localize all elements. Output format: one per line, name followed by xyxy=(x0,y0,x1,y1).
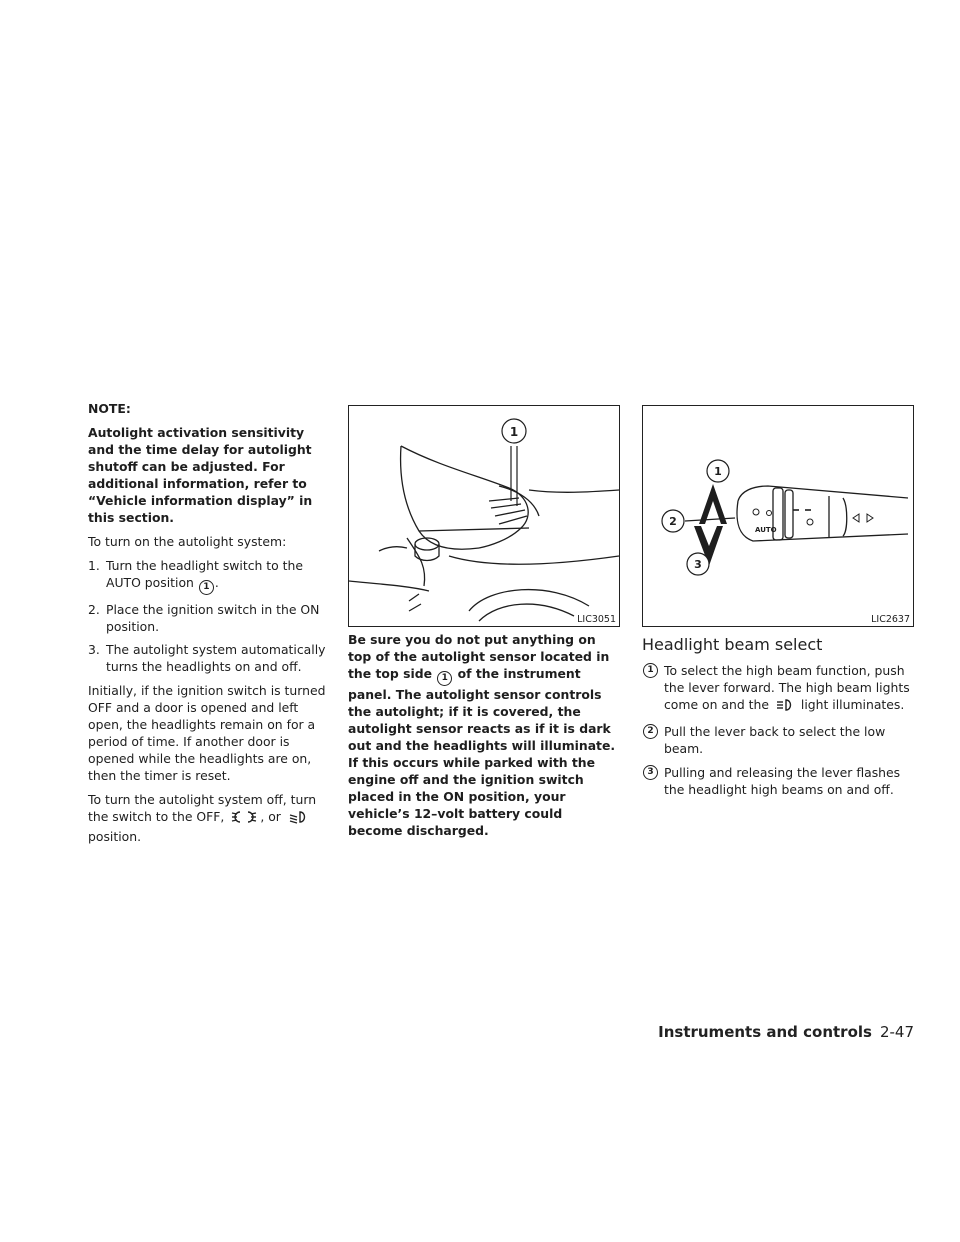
sensor-warning: Be sure you do not put anything on top of the autolight sensor located in the top side 1 of the instrument panel. The autolight sensor controls the autolight; if it is covered, the autolight sensor reacts as if it is dark out and the headlights will illuminate. If this occurs while parked with the engine off and the ignition switch placed in the ON position, your vehicle’s 12–volt battery could become discharged. xyxy=(348,632,616,838)
turnoff-paragraph: To turn the autolight system off, turn the switch to the OFF, , or position. xyxy=(88,792,317,844)
right-column xyxy=(642,405,914,805)
section-title: Headlight beam select xyxy=(642,635,823,654)
list-item: 2 Pull the lever back to select the low beam. xyxy=(642,723,914,757)
parking-light-icon xyxy=(231,810,257,828)
page-footer xyxy=(658,1022,914,1042)
page-number: 2-47 xyxy=(879,1023,914,1041)
left-column xyxy=(88,400,328,852)
callout-1: 1 xyxy=(437,671,452,686)
headlight-icon xyxy=(288,810,310,828)
callout-1: 1 xyxy=(643,663,658,678)
figure-callout-1: 1 xyxy=(714,465,722,478)
autolight-sensor-figure xyxy=(348,405,620,627)
note-heading: NOTE: xyxy=(88,401,131,416)
note-body: Autolight activation sensitivity and the time delay for autolight shutoff can be adjusted. For additional information, refer to “Vehicle information display” in this section. xyxy=(88,425,313,525)
figure-code: LIC3051 xyxy=(577,614,616,625)
autolight-intro: To turn on the autolight system: xyxy=(88,534,287,549)
list-item: 1 To select the high beam function, push the lever forward. The high beam lights come on and the light illuminates. xyxy=(642,662,914,716)
figure-callout-3: 3 xyxy=(694,558,702,571)
list-item: 3 Pulling and releasing the lever flashes the headlight high beams on and off. xyxy=(642,764,914,798)
high-beam-indicator-icon xyxy=(776,698,794,716)
autolight-steps xyxy=(88,557,328,675)
chapter-title: Instruments and controls xyxy=(658,1023,872,1041)
callout-2: 2 xyxy=(643,724,658,739)
initially-paragraph: Initially, if the ignition switch is turned OFF and a door is opened and left open, the headlights remain on for a period of time. If another door is opened while the headlights are on, then the timer is reset. xyxy=(88,683,326,783)
middle-column xyxy=(348,405,620,846)
figure-callout-1: 1 xyxy=(509,425,519,439)
headlight-lever-figure xyxy=(642,405,914,627)
list-item: 1. Turn the headlight switch to the AUTO position 1 . xyxy=(88,557,328,595)
list-item: 2. Place the ignition switch in the ON position. xyxy=(88,602,320,634)
callout-3: 3 xyxy=(643,765,658,780)
callout-1: 1 xyxy=(199,580,214,595)
figure-callout-2: 2 xyxy=(669,515,677,528)
lever-illustration xyxy=(643,406,913,626)
list-item: 3. The autolight system automatically turns the headlights on and off. xyxy=(88,642,326,674)
figure-code: LIC2637 xyxy=(871,614,910,625)
sensor-illustration xyxy=(349,406,619,626)
svg-text:AUTO: AUTO xyxy=(755,526,777,534)
